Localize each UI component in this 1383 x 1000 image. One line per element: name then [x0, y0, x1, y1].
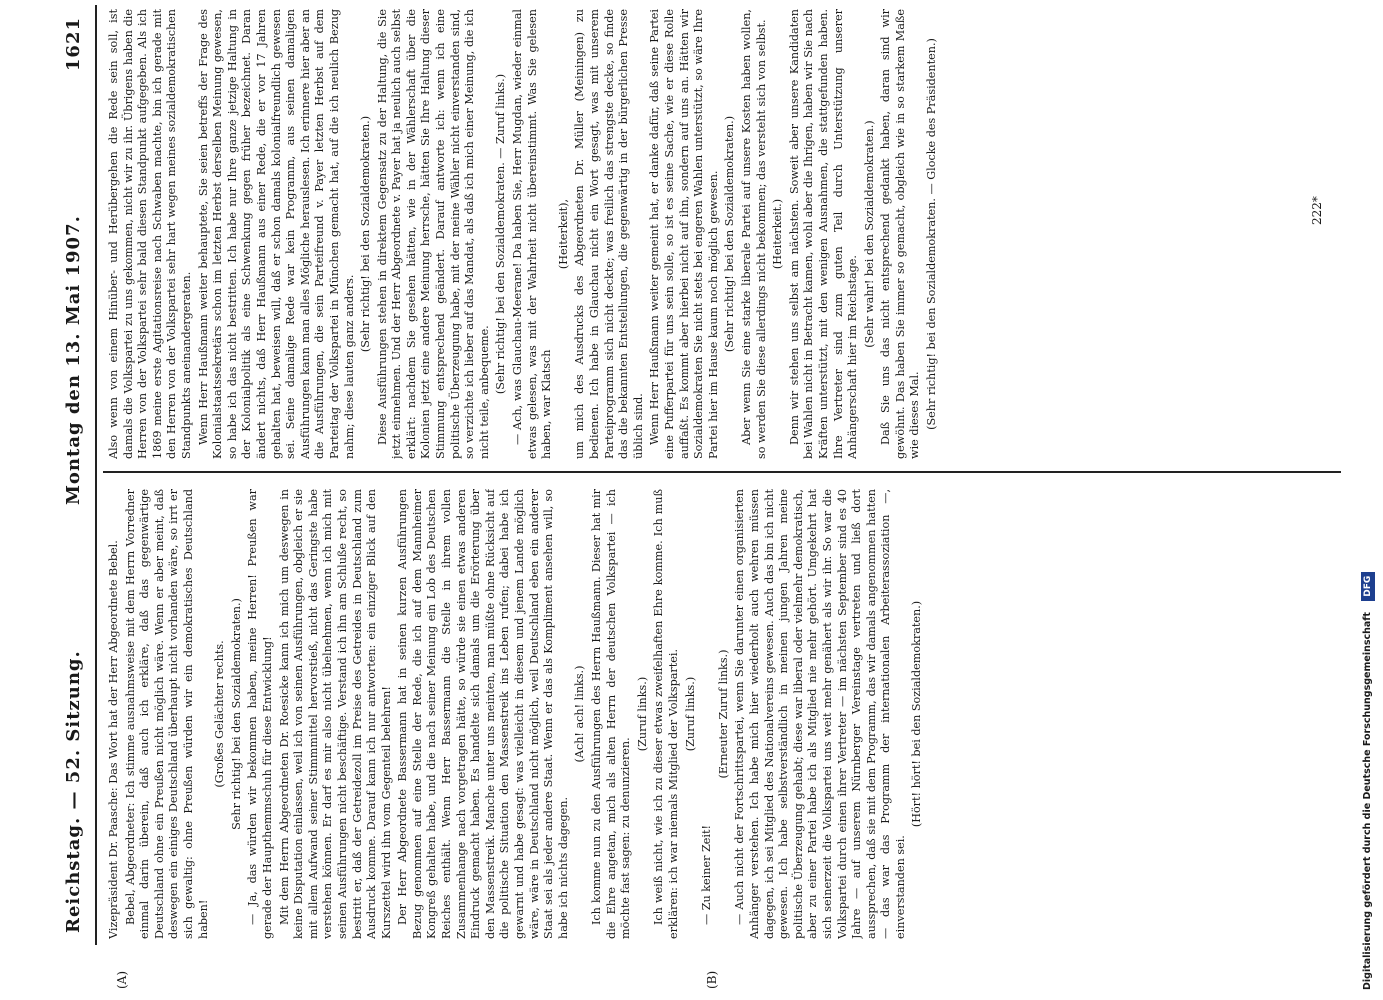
- paragraph: — Zu keiner Zeit!: [700, 825, 714, 925]
- paragraph: Bebel, Abgeordneter: Ich stimme ausnahmsweise mit dem Herrn Vorredner einmal darin überein, daß auch ich erkläre, daß das gegenwärtige Deutschland ohne ein Preußen nicht möglich wäre. Wenn er aber meint, daß deswegen ein einiges Deutschland überhaupt nicht vorhanden wäre, so irrt er sich gewaltig: ohne Preußen würden wir ein demokratisches Deutschland haben!: [123, 489, 210, 939]
- margin-mark-a: (A): [115, 970, 129, 989]
- paragraph: — Ja, das würden wir bekommen haben, meine Herren! Preußen war gerade der Haupthemmschuh für diese Entwicklung!: [246, 489, 274, 939]
- paragraph: Ich komme nun zu den Ausführungen des Herrn Haußmann. Dieser hat mir die Ehre angetan, mich als alten Herrn der deutschen Volkspartei — ich möchte fast sagen: zu denunzieren.: [590, 489, 633, 939]
- paragraph: Vizepräsident Dr. Paasche: Das Wort hat der Herr Abgeordnete Bebel.: [107, 540, 120, 939]
- interjection: (Erneuter Zuruf links.): [716, 649, 730, 779]
- interjection: (Heiterkeit.): [771, 198, 785, 270]
- digitization-note: [1357, 10, 1379, 990]
- paragraph: Diese Ausführungen stehen in direktem Gegensatz zu der Haltung, die Sie jetzt einnehmen. Und der Herr Abgeordnete v. Payer hat ja neulich auch selbst erklärt: nachdem Sie gesehen hätten, wie in der Wählerschaft über die Kolonien jetzt eine andere Meinung herrsche, hätten Sie Ihre Haltung dieser Stimmung entsprechend geändert. Darauf antworte ich: wenn ich eine politische Überzeugung habe, mit der meine Wähler nicht einverstanden sind, so verzichte ich lieber auf das Mandat, als daß ich mich einer Meinung, die ich nicht teile, anbequeme.: [375, 9, 491, 459]
- interjection: (Ach! ach! links.): [573, 665, 587, 763]
- scanned-page: [55, 5, 1345, 989]
- interjection: (Sehr wahr! bei den Sozialdemokraten.): [862, 120, 876, 348]
- dfg-logo: DFG: [1361, 572, 1375, 601]
- paragraph: Also wenn von einem Hinüber- und Herübergehen die Rede sein soll, ist damals die Volkspartei zu uns gekommen, nicht wir zu ihr. Übrigens haben die Herren von der Volkspartei sehr bald diesen Standpunkt aufgegeben. Als ich 1869 meine erste Agitationsreise nach Schwaben machte, bin ich gerade mit den Herren von der Volkspartei sehr hart wegen meines sozialdemokratischen Standpunkts aneinandergeraten.: [107, 9, 193, 459]
- right-column: [107, 9, 1337, 459]
- interjection: (Großes Gelächter rechts.: [213, 640, 227, 788]
- left-column: [107, 489, 1337, 939]
- signature-mark: 222*: [1310, 196, 1324, 225]
- column-rule: [103, 471, 1341, 473]
- header-rule: [95, 5, 97, 945]
- interjection: (Sehr richtig! bei den Sozialdemokraten. — Zuruf links.): [494, 73, 508, 395]
- paragraph: Wenn Herr Haußmann weiter gemeint hat, er danke dafür, daß seine Partei eine Pufferpartei für uns sein solle, so ist es seine Sache, wie er diese Rolle auffaßt. Es kommt aber hierbei nicht auf ihn, sondern auf uns an. Hätten wir Sozialdemokraten Sie nicht stets bei engeren Wahlen unterstützt, so wäre Ihre Partei hier im Hause kaum noch möglich gewesen.: [648, 9, 720, 459]
- paragraph: Daß Sie uns das nicht entsprechend gedankt haben, daran sind wir gewöhnt. Das haben Sie immer so gemacht, obgleich wie in so starkem Maße wie dieses Mal.: [879, 9, 922, 459]
- margin-mark-b: (B): [705, 970, 719, 989]
- header-session: Reichstag. — 52. Sitzung.: [63, 650, 84, 933]
- digitization-text: Digitalisierung gefördert durch die Deutsche Forschungsgemeinschaft: [1362, 612, 1373, 990]
- paragraph: Mit dem Herrn Abgeordneten Dr. Roesicke kann ich mich um deswegen in keine Disputation einlassen, weil ich von seinen Ausführungen, obgleich er sie mit allem Aufwand seiner Stimmmittel hervorstieß, nicht das Geringste habe verstehen können. Er darf es mir also nicht übelnehmen, wenn ich mich mit seinen Ausführungen nicht beschäftige. Verstand ich ihn am Schluße recht, so bestritt er, daß der Getreidezoll im Preise des Getreides in Deutschland zum Ausdruck komme. Darauf kann ich nur antworten: ein einziger Blick auf den Kurszettel wird ihn vom Gegenteil belehren!: [277, 489, 393, 939]
- interjection: (Zuruf links.): [683, 676, 697, 752]
- interjection: (Zuruf links.): [635, 676, 649, 752]
- paragraph: Ich weiß nicht, wie ich zu dieser etwas zweifelhaften Ehre komme. Ich muß erklären: ich war niemals Mitglied der Volkspartei.: [652, 489, 680, 939]
- interjection: (Sehr richtig! bei den Sozialdemokraten. — Glocke des Präsidenten.): [925, 38, 939, 430]
- interjection: (Sehr richtig! bei den Sozialdemokraten.): [359, 115, 373, 353]
- header-date: Montag den 13. Mai 1907.: [63, 215, 84, 505]
- interjection: Sehr richtig! bei den Sozialdemokraten.): [229, 598, 243, 830]
- paragraph: Denn wir stehen uns selbst am nächsten. Soweit aber unsere Kandidaten bei Wahlen nicht in Betracht kamen, wohl aber die Ihrigen, haben wir Sie nach Kräften unterstützt, mit den wenigen Ausnahmen, die stattgefunden haben. Ihre Vertreter sind zum guten Teil durch Unterstützung unserer Anhängerschaft hier im Reichstage.: [787, 9, 860, 459]
- interjection: (Heiterkeit),: [556, 198, 570, 270]
- paragraph: um mich des Ausdrucks des Abgeordneten Dr. Müller (Meiningen) zu bedienen. Ich habe in Glauchau nicht ein Wort gesagt, was mit unserem Parteiprogramm sich nicht deckte; was freilich das strengste decke, so finde das die bekannten Entstellungen, die gegenwärtig in der bürgerlichen Presse üblich sind.: [573, 9, 645, 459]
- interjection: (Hört! hört! bei den Sozialdemokraten.): [910, 600, 924, 828]
- paragraph: — Ach, was Glauchau-Meerane! Da haben Sie, Herr Mugdan, wieder einmal etwas gelesen, was mit der Wahrheit nicht übereinstimmt. Was Sie gelesen haben, war Klatsch: [511, 9, 554, 459]
- paragraph: Der Herr Abgeordnete Bassermann hat in seinen kurzen Ausführungen Bezug genommen auf eine Stelle der Rede, die ich auf dem Mannheimer Kongreß gehalten habe, und die nach seiner Meinung ein Lob des Deutschen Reiches enthält. Wenn Herr Bassermann die Stelle in ihrem vollen Zusammenhange nach vorgetragen hätte, so würde sie einen etwas anderen Eindruck gemacht haben. Es handelte sich damals um die Erörterung über den Massenstreik. Manche unter uns meinten, man müßte ohne Rücksicht auf die politische Situation den Massenstreik ins Leben rufen; dabei habe ich gewarnt und habe gesagt: was vielleicht in diesem und jenem Lande möglich wäre, wäre in Deutschland nicht möglich, weil Deutschland eben ein anderer Staat sei als jeder andere Staat. Wenn er das als Kompliment ansehen will, so habe ich nichts dagegen.: [396, 489, 570, 939]
- paragraph: Aber wenn Sie eine starke liberale Partei auf unsere Kosten haben wollen, so werden Sie diese allerdings nicht bekommen; das versteht sich von selbst.: [739, 9, 768, 459]
- paragraph: — Auch nicht der Fortschrittspartei, wenn Sie darunter einen organisierten Anhänger verstehen. Ich habe mich hier wiederholt auch wehren müssen dagegen, ich sei Mitglied des Nationalvereins gewesen. Auch das bin ich nicht gewesen. Ich habe selbstverständlich in meinen jungen Jahren meine politische Überzeugung gehabt; diese war liberal oder vielmehr demokratisch, aber zu einer Partei habe ich als Mitglied nie mehr gehört. Umgekehrt hat sich seinerzeit die Volkspartei uns weit mehr genähert als wir ihr. So war die Volkspartei durch einen ihrer Vertreter — im nächsten September sind es 40 Jahre — auf unserem Nürnberger Vereinstage vertreten und ließ dort aussprechen, daß sie mit dem Programm, das wir damals angenommen hatten — das war das Programm der internationalen Arbeiterassoziation —, einverstanden sei.: [733, 489, 907, 939]
- running-header: [55, 5, 95, 945]
- paragraph: Wenn Herr Haußmann weiter behauptete, Sie seien betreffs der Frage des Kolonialstaatssekretärs schon im letzten Herbst derselben Meinung gewesen, so habe ich das nicht bestritten. Ich habe nur Ihre ganze jetzige Haltung in der Kolonialpolitik als eine Schwenkung gegen früher bezeichnet. Daran ändert nichts, daß Herr Haußmann aus einer Rede, die er vor 17 Jahren gehalten hat, beweisen will, daß er schon damals kolonialfreundlich gewesen sei. Seine damalige Rede war kein Programm, aus seinen damaligen Ausführungen kann man alles Mögliche herauslesen. Ich erinnere hier aber an die Ausführungen, die sein Parteifreund v. Payer letzten Herbst auf dem Parteitag der Volkspartei in München gemacht hat, auf die ich neulich Bezug nahm; diese lauten ganz anders.: [196, 9, 356, 459]
- page-number: 1621: [63, 17, 84, 72]
- interjection: (Sehr richtig! bei den Sozialdemokraten.): [723, 115, 737, 353]
